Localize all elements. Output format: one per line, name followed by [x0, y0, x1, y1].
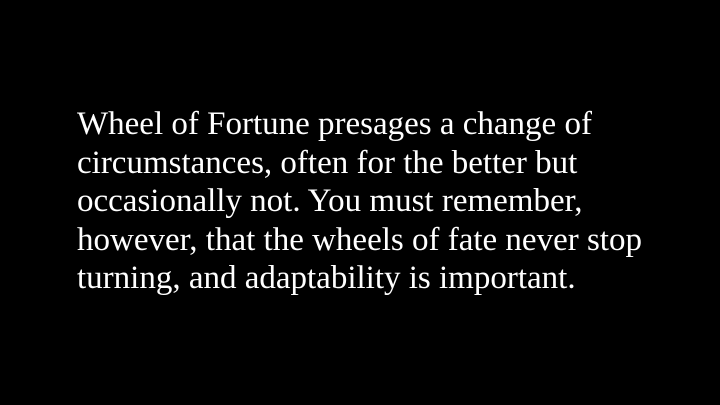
- body-text: [77, 105, 697, 298]
- text-line: occasionally not. You must remember,: [77, 183, 583, 219]
- text-line: circumstances, often for the better but: [77, 144, 578, 181]
- text-line: turning, and adaptability is important.: [77, 260, 576, 296]
- text-line: however, that the wheels of fate never stop: [77, 221, 642, 258]
- text-line: Wheel of Fortune presages a change of: [77, 106, 592, 142]
